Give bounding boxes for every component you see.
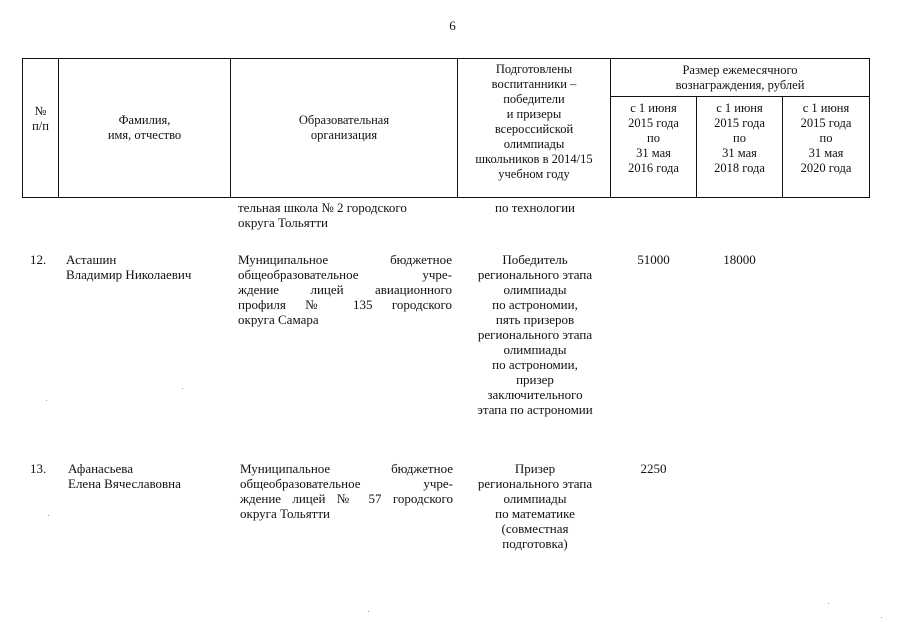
prepared-line: этапа по астрономии	[477, 402, 593, 417]
continuation-prepared	[460, 200, 610, 215]
prepared-line: олимпиады	[503, 282, 567, 297]
org-line: округа Тольятти	[240, 506, 331, 521]
org-line: Муниципальное бюджетное	[238, 252, 452, 267]
header-award-size	[611, 63, 869, 93]
header-text: с 1 июня	[802, 101, 850, 115]
header-text: имя, отчество	[107, 128, 182, 142]
prepared-line: олимпиады	[503, 491, 567, 506]
table-top-border	[22, 58, 870, 59]
page-number: 6	[449, 18, 456, 33]
org-line: округа Тольятти	[238, 215, 329, 230]
prepared-line: заключительного	[487, 387, 583, 402]
header-text: Размер ежемесячного	[682, 63, 798, 77]
prepared-line: Призер	[514, 461, 556, 476]
header-text: по	[733, 131, 746, 145]
scan-speck	[368, 611, 369, 612]
header-text: победители	[503, 92, 565, 106]
org-line: ждение лицей авиационного	[238, 282, 452, 297]
prepared-line: по астрономии,	[492, 297, 578, 312]
org-line: округа Самара	[238, 312, 319, 327]
header-text: 31 мая	[808, 146, 844, 160]
amount-2018: 18000	[723, 252, 756, 267]
header-text: с 1 июня	[716, 101, 763, 115]
header-text: 2015 года	[800, 116, 852, 130]
header-text: 31 мая	[722, 146, 757, 160]
organization	[238, 252, 452, 327]
prepared-line: по астрономии,	[492, 357, 578, 372]
name-line: Афанасьева	[68, 461, 134, 476]
org-line: ждение лицей № 57 городского	[240, 491, 453, 506]
header-text: 31 мая	[636, 146, 671, 160]
prepared-line: олимпиады	[503, 342, 567, 357]
header-text: по	[647, 131, 660, 145]
header-text: по	[819, 131, 833, 145]
header-text: п/п	[32, 119, 49, 133]
header-prepared-students	[458, 62, 610, 182]
prepared-line: регионального этапа	[477, 476, 593, 491]
scan-speck	[828, 603, 829, 604]
header-text: олимпиады	[503, 137, 565, 151]
header-period-2016	[611, 101, 696, 176]
prepared-line: призер	[516, 372, 554, 387]
header-num	[23, 104, 58, 134]
org-line: Муниципальное бюджетное	[240, 461, 453, 476]
award-subheader-border	[610, 96, 870, 97]
header-text: Образовательная	[298, 113, 390, 127]
name-line: Владимир Николаевич	[66, 267, 192, 282]
person-name	[66, 252, 231, 282]
organization	[240, 461, 453, 521]
header-text: и призеры	[506, 107, 562, 121]
header-organization	[231, 113, 457, 143]
scan-speck	[182, 388, 183, 389]
header-text: с 1 июня	[630, 101, 677, 115]
scan-speck	[881, 617, 882, 618]
continuation-organization	[238, 200, 453, 230]
col-border	[869, 58, 870, 198]
header-period-2020	[783, 101, 869, 176]
prepared-line: регионального этапа	[477, 267, 593, 282]
org-line: общеобразовательное учре-	[238, 267, 452, 282]
prepared-line: пять призеров	[495, 312, 575, 327]
org-line: профиля № 135 городского	[238, 297, 452, 312]
header-text: всероссийской	[494, 122, 574, 136]
header-text: 2015 года	[628, 116, 679, 130]
prepared-line: по математике	[495, 506, 575, 521]
person-name	[68, 461, 233, 491]
header-text: воспитанники –	[491, 77, 577, 91]
header-text: 2018 года	[714, 161, 765, 175]
header-text: №	[34, 104, 47, 118]
header-text: Фамилия,	[118, 113, 171, 127]
scan-speck	[46, 400, 47, 401]
prepared-line: (совместная	[501, 521, 569, 536]
name-line: Елена Вячеславовна	[68, 476, 181, 491]
header-text: вознаграждения, рублей	[675, 78, 805, 92]
header-text: 2015 года	[714, 116, 765, 130]
header-text: учебном году	[498, 167, 570, 181]
row-number: 12.	[30, 252, 47, 267]
scan-speck	[48, 515, 49, 516]
name-line: Асташин	[66, 252, 117, 267]
prepared-line: подготовка)	[502, 536, 568, 551]
prepared-line: по технологии	[494, 200, 575, 215]
amount-2016: 2250	[640, 461, 667, 476]
table-header-bottom-border	[22, 197, 870, 198]
header-text: школьников в 2014/15	[475, 152, 593, 166]
header-text: 2020 года	[800, 161, 852, 175]
org-line: тельная школа № 2 городского	[238, 200, 407, 215]
prepared-line: регионального этапа	[477, 327, 593, 342]
header-text: Подготовлены	[495, 62, 573, 76]
amount-2016: 51000	[637, 252, 670, 267]
prepared-line: Победитель	[502, 252, 568, 267]
row-number: 13.	[30, 461, 47, 476]
org-line: общеобразовательное учре-	[240, 476, 453, 491]
header-text: 2016 года	[628, 161, 679, 175]
header-text: организация	[310, 128, 378, 142]
prepared-students	[460, 252, 610, 417]
header-period-2018	[697, 101, 782, 176]
prepared-students	[460, 461, 610, 551]
header-name	[59, 113, 230, 143]
